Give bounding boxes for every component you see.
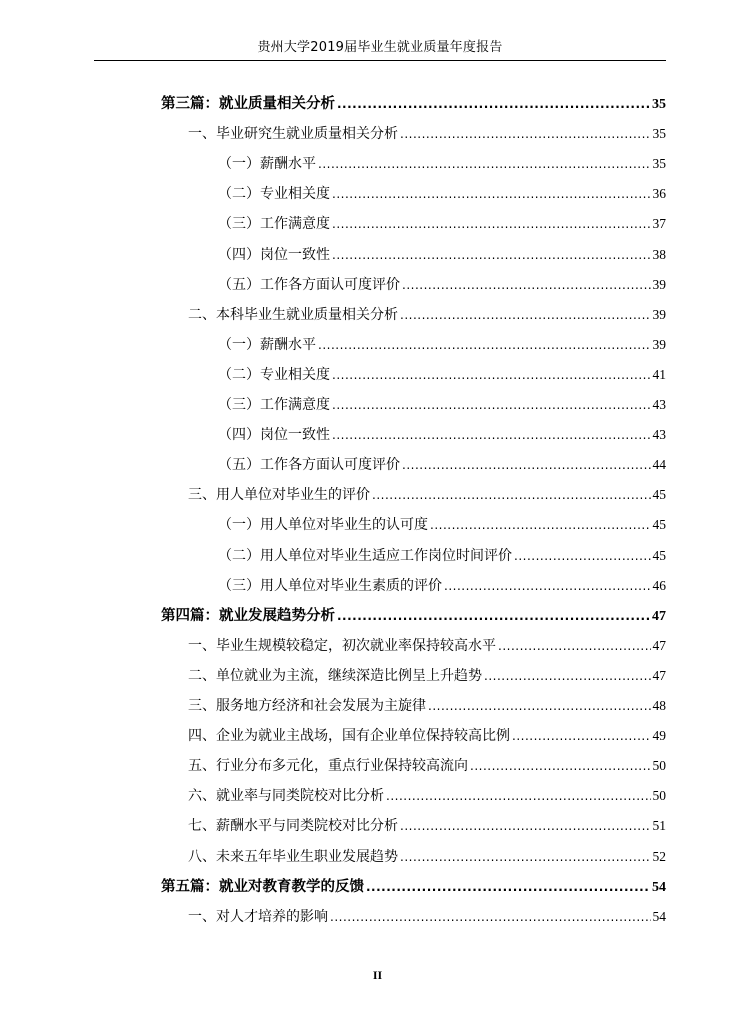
toc-entry-title: 一、毕业研究生就业质量相关分析 xyxy=(188,126,398,143)
toc-entry-title: （四）岗位一致性 xyxy=(218,246,330,263)
toc-entry-title: （一）用人单位对毕业生的认可度 xyxy=(218,517,428,534)
toc-section-entry[interactable] xyxy=(188,721,666,751)
toc-entry-title: （二）用人单位对毕业生适应工作岗位时间评价 xyxy=(218,547,512,564)
dot-leader xyxy=(444,571,651,601)
toc-entry-title: 三、服务地方经济和社会发展为主旋律 xyxy=(188,698,426,714)
toc-entry-page: 45 xyxy=(652,487,666,503)
toc-entry-page: 47 xyxy=(652,667,666,683)
dot-leader xyxy=(337,89,650,119)
toc-entry-title: （二）专业相关度 xyxy=(218,186,330,203)
toc-entry-page: 43 xyxy=(652,397,666,412)
dot-leader xyxy=(400,811,651,841)
toc-entry-page: 35 xyxy=(652,156,666,172)
dot-leader xyxy=(330,902,651,932)
toc-entry-title: 二、单位就业为主流，继续深造比例呈上升趋势 xyxy=(188,667,482,684)
toc-subsection-entry[interactable] xyxy=(218,149,666,179)
toc-entry-page: 47 xyxy=(652,637,666,653)
toc-subsection-entry[interactable] xyxy=(218,360,666,390)
toc-entry-title: （三）工作满意度 xyxy=(218,216,330,233)
toc-entry-title: （二）专业相关度 xyxy=(218,366,330,383)
toc-section-entry[interactable] xyxy=(188,300,666,330)
toc-entry-title: （一）薪酬水平 xyxy=(218,336,316,353)
toc-entry-page: 39 xyxy=(652,336,666,352)
toc-section-entry[interactable] xyxy=(188,119,666,149)
toc-entry-page: 36 xyxy=(652,186,666,202)
toc-subsection-entry[interactable] xyxy=(218,240,666,270)
dot-leader xyxy=(402,270,651,300)
toc-entry-page: 50 xyxy=(652,758,666,774)
toc-entry-title: 二、本科毕业生就业质量相关分析 xyxy=(188,306,398,323)
toc-entry-page: 39 xyxy=(652,306,666,322)
toc-entry-title: 一、毕业生规模较稳定，初次就业率保持较高水平 xyxy=(188,637,496,654)
toc-section-entry[interactable] xyxy=(188,661,666,691)
toc-section-entry[interactable] xyxy=(188,480,666,510)
toc-entry-page: 35 xyxy=(652,97,666,112)
toc-subsection-entry[interactable] xyxy=(218,510,666,540)
dot-leader xyxy=(332,390,651,420)
toc-section-entry[interactable] xyxy=(188,781,666,811)
toc-entry-title: 第五篇：就业对教育教学的反馈 xyxy=(161,878,364,895)
toc-subsection-entry[interactable] xyxy=(218,450,666,480)
toc-entry-page: 37 xyxy=(652,216,666,232)
dot-leader xyxy=(470,751,651,781)
toc-entry-page: 48 xyxy=(652,698,666,713)
dot-leader xyxy=(337,601,650,631)
toc-entry-page: 47 xyxy=(652,608,666,624)
dot-leader xyxy=(332,209,651,239)
toc-entry-page: 41 xyxy=(652,366,666,382)
toc-entry-title: 六、就业率与同类院校对比分析 xyxy=(188,788,384,805)
toc-subsection-entry[interactable] xyxy=(218,330,666,360)
toc-entry-page: 35 xyxy=(652,126,666,142)
toc-entry-title: 八、未来五年毕业生职业发展趋势 xyxy=(188,848,398,865)
running-header: 贵州大学2019届毕业生就业质量年度报告 xyxy=(257,40,503,55)
toc-entry-page: 38 xyxy=(652,246,666,262)
toc-entry-title: （三）工作满意度 xyxy=(218,397,330,413)
toc-section-entry[interactable] xyxy=(188,691,666,721)
dot-leader xyxy=(400,300,651,330)
dot-leader xyxy=(484,661,651,691)
dot-leader xyxy=(372,480,651,510)
dot-leader xyxy=(402,450,651,480)
toc-entry-title: 第三篇：就业质量相关分析 xyxy=(161,96,335,112)
toc-section-entry[interactable] xyxy=(188,842,666,872)
dot-leader xyxy=(332,240,651,270)
toc-section-entry[interactable] xyxy=(188,811,666,841)
toc-subsection-entry[interactable] xyxy=(218,571,666,601)
dot-leader xyxy=(512,721,651,751)
dot-leader xyxy=(428,691,651,721)
toc-section-entry[interactable] xyxy=(188,631,666,661)
dot-leader xyxy=(332,360,651,390)
toc-entry-title: 一、对人才培养的影响 xyxy=(188,908,328,925)
toc-entry-page: 45 xyxy=(652,517,666,533)
dot-leader xyxy=(400,119,651,149)
toc-section-entry[interactable] xyxy=(188,751,666,781)
dot-leader xyxy=(514,541,651,571)
dot-leader xyxy=(318,149,651,179)
toc-subsection-entry[interactable] xyxy=(218,209,666,239)
toc-entry-page: 50 xyxy=(652,788,666,804)
toc-subsection-entry[interactable] xyxy=(218,541,666,571)
toc-part-entry[interactable] xyxy=(161,872,666,902)
dot-leader xyxy=(386,781,651,811)
dot-leader xyxy=(318,330,651,360)
dot-leader xyxy=(400,842,651,872)
toc-entry-page: 49 xyxy=(652,728,666,744)
toc-entry-page: 51 xyxy=(652,818,666,834)
toc-entry-title: （三）用人单位对毕业生素质的评价 xyxy=(218,577,442,594)
toc-entry-page: 43 xyxy=(652,427,666,443)
dot-leader xyxy=(332,420,651,450)
toc-entry-title: （五）工作各方面认可度评价 xyxy=(218,457,400,474)
toc-entry-title: 四、企业为就业主战场，国有企业单位保持较高比例 xyxy=(188,728,510,745)
toc-entry-page: 54 xyxy=(652,908,666,924)
dot-leader xyxy=(332,179,651,209)
toc-entry-title: （四）岗位一致性 xyxy=(218,427,330,444)
toc-entry-page: 46 xyxy=(652,577,666,593)
page-number: II xyxy=(372,968,383,982)
toc-subsection-entry[interactable] xyxy=(218,179,666,209)
toc-entry-title: （五）工作各方面认可度评价 xyxy=(218,276,400,293)
toc-entry-page: 52 xyxy=(652,848,666,864)
toc-entry-title: （一）薪酬水平 xyxy=(218,156,316,173)
dot-leader xyxy=(366,872,650,902)
toc-subsection-entry[interactable] xyxy=(218,420,666,450)
toc-entry-title: 五、行业分布多元化，重点行业保持较高流向 xyxy=(188,758,468,775)
toc-subsection-entry[interactable] xyxy=(218,270,666,300)
toc-part-entry[interactable] xyxy=(161,89,666,119)
dot-leader xyxy=(498,631,651,661)
toc-entry-page: 44 xyxy=(652,457,666,473)
toc-entry-page: 45 xyxy=(652,547,666,563)
toc-entry-title: 三、用人单位对毕业生的评价 xyxy=(188,487,370,504)
toc-part-entry[interactable] xyxy=(161,601,666,631)
toc-entry-title: 七、薪酬水平与同类院校对比分析 xyxy=(188,818,398,835)
toc-entry-page: 54 xyxy=(652,879,666,895)
toc-entry-title: 第四篇：就业发展趋势分析 xyxy=(161,607,335,624)
toc-entry-page: 39 xyxy=(652,276,666,292)
toc-section-entry[interactable] xyxy=(188,902,666,932)
toc-subsection-entry[interactable] xyxy=(218,390,666,420)
dot-leader xyxy=(430,510,651,540)
